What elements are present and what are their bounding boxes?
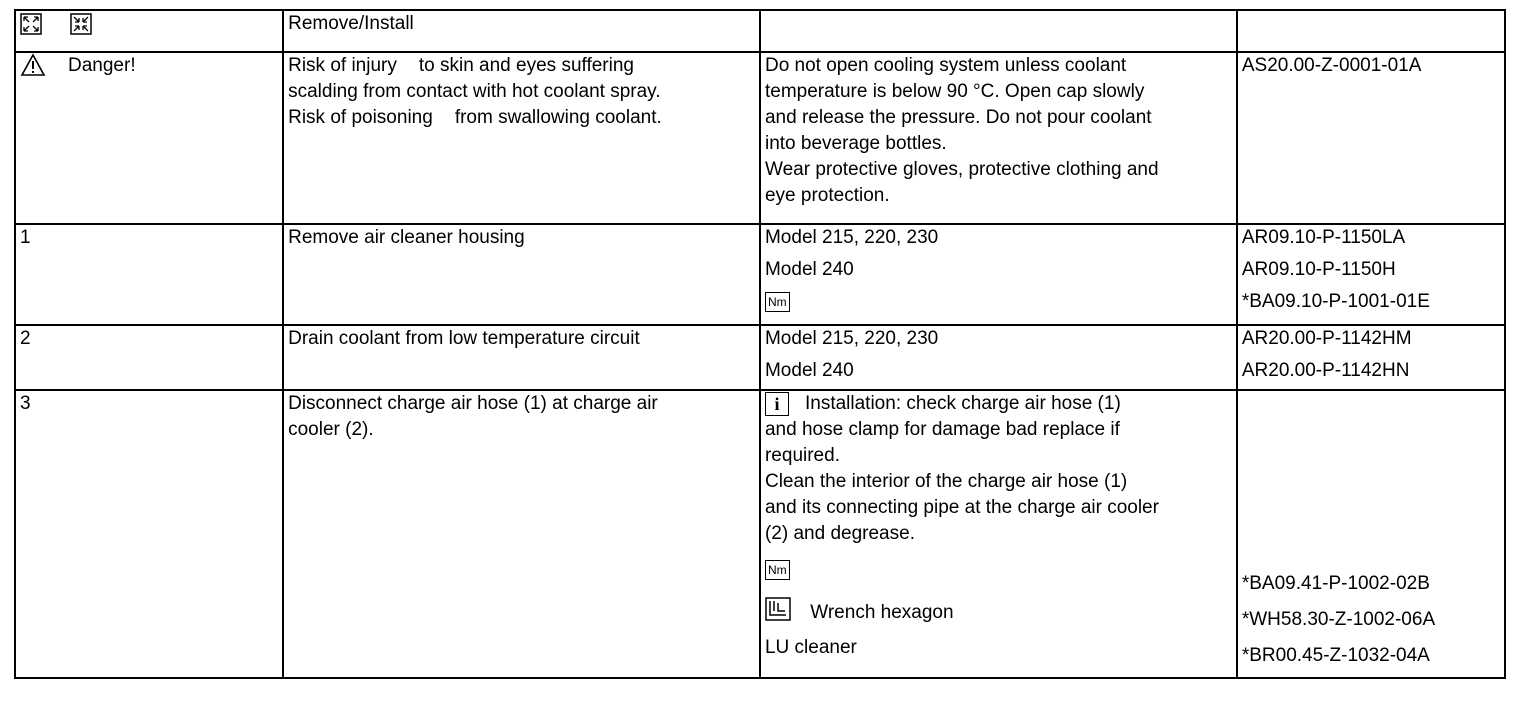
- step-row: [15, 325, 1505, 390]
- model-note: Model 215, 220, 230: [764, 227, 939, 248]
- doc-link[interactable]: *WH58.30-Z-1002-06A: [1241, 609, 1436, 630]
- danger-risk-cell: [283, 52, 760, 224]
- measure-line: and release the pressure. Do not pour coolant: [764, 107, 1152, 128]
- step-notes-cell: [760, 390, 1237, 678]
- model-note: Model 215, 220, 230: [764, 328, 939, 349]
- info-icon: i: [765, 392, 789, 416]
- step-action-line: Disconnect charge air hose (1) at charge air: [288, 393, 658, 414]
- installation-label: Installation:: [804, 393, 902, 414]
- step-action-line: cooler (2).: [288, 419, 374, 440]
- wrench-tool-icon: [765, 605, 796, 626]
- danger-measures-cell: [760, 52, 1237, 224]
- torque-nm-icon: Nm: [765, 560, 790, 580]
- model-note: Model 240: [764, 360, 854, 381]
- risk-injury-text: to skin and eyes suffering: [418, 55, 634, 76]
- doc-link[interactable]: AR09.10-P-1150H: [1241, 259, 1396, 280]
- risk-poisoning-label: Risk of poisoning: [288, 107, 433, 128]
- step-action-cell: [283, 390, 760, 678]
- measure-line: Wear protective gloves, protective clothing and: [764, 159, 1159, 180]
- risk-injury-text-2: scalding from contact with hot coolant spray.: [288, 81, 661, 102]
- step-number: 1: [15, 224, 283, 325]
- measure-line: into beverage bottles.: [764, 133, 947, 154]
- step-number: 3: [15, 390, 283, 678]
- danger-label: Danger!: [68, 55, 136, 76]
- installation-text: and hose clamp for damage bad replace if: [764, 419, 1120, 440]
- doc-link[interactable]: AR09.10-P-1150LA: [1241, 227, 1406, 248]
- warning-triangle-icon: [20, 53, 46, 85]
- risk-poisoning-text: from swallowing coolant.: [454, 107, 662, 128]
- header-title: Remove/Install: [283, 10, 760, 52]
- tool-label: Wrench hexagon: [810, 602, 954, 624]
- header-icons-cell: [15, 10, 283, 52]
- doc-link[interactable]: *BA09.41-P-1002-02B: [1241, 573, 1430, 594]
- step-docs-cell: [1237, 325, 1505, 390]
- step-action: Remove air cleaner housing: [283, 224, 760, 325]
- danger-doc-cell: [1237, 52, 1505, 224]
- step-notes-cell: [760, 325, 1237, 390]
- step-number: 2: [15, 325, 283, 390]
- installation-text: required.: [764, 445, 840, 466]
- doc-link[interactable]: AS20.00-Z-0001-01A: [1241, 55, 1422, 76]
- doc-link[interactable]: AR20.00-P-1142HN: [1241, 360, 1410, 381]
- step-action: Drain coolant from low temperature circuit: [283, 325, 760, 390]
- installation-text: and its connecting pipe at the charge air cooler: [764, 497, 1159, 518]
- measure-line: temperature is below 90 °C. Open cap slowly: [764, 81, 1145, 102]
- installation-text: (2) and degrease.: [764, 523, 915, 544]
- installation-text: check charge air hose (1): [906, 393, 1121, 414]
- torque-nm-icon: Nm: [765, 292, 790, 312]
- doc-link[interactable]: *BR00.45-Z-1032-04A: [1241, 645, 1430, 666]
- risk-injury-label: Risk of injury: [288, 55, 397, 76]
- danger-row: [15, 52, 1505, 224]
- header-empty-cell: [760, 10, 1237, 52]
- step-docs-cell: [1237, 224, 1505, 325]
- measure-line: eye protection.: [764, 185, 890, 206]
- cleaner-label: LU cleaner: [764, 637, 857, 658]
- danger-label-cell: [15, 52, 283, 224]
- model-note: Model 240: [764, 259, 854, 280]
- doc-link[interactable]: *BA09.10-P-1001-01E: [1241, 291, 1430, 312]
- header-row: [15, 10, 1505, 52]
- step-row: [15, 224, 1505, 325]
- step-notes-cell: [760, 224, 1237, 325]
- header-empty-cell: [1237, 10, 1505, 52]
- step-row: [15, 390, 1505, 678]
- doc-link[interactable]: AR20.00-P-1142HM: [1241, 328, 1412, 349]
- installation-text: Clean the interior of the charge air hose (1): [764, 471, 1128, 492]
- collapse-icon[interactable]: [70, 13, 92, 43]
- procedure-table: [14, 9, 1506, 679]
- expand-icon[interactable]: [20, 13, 42, 43]
- measure-line: Do not open cooling system unless coolant: [764, 55, 1127, 76]
- step-docs-cell: [1237, 390, 1505, 678]
